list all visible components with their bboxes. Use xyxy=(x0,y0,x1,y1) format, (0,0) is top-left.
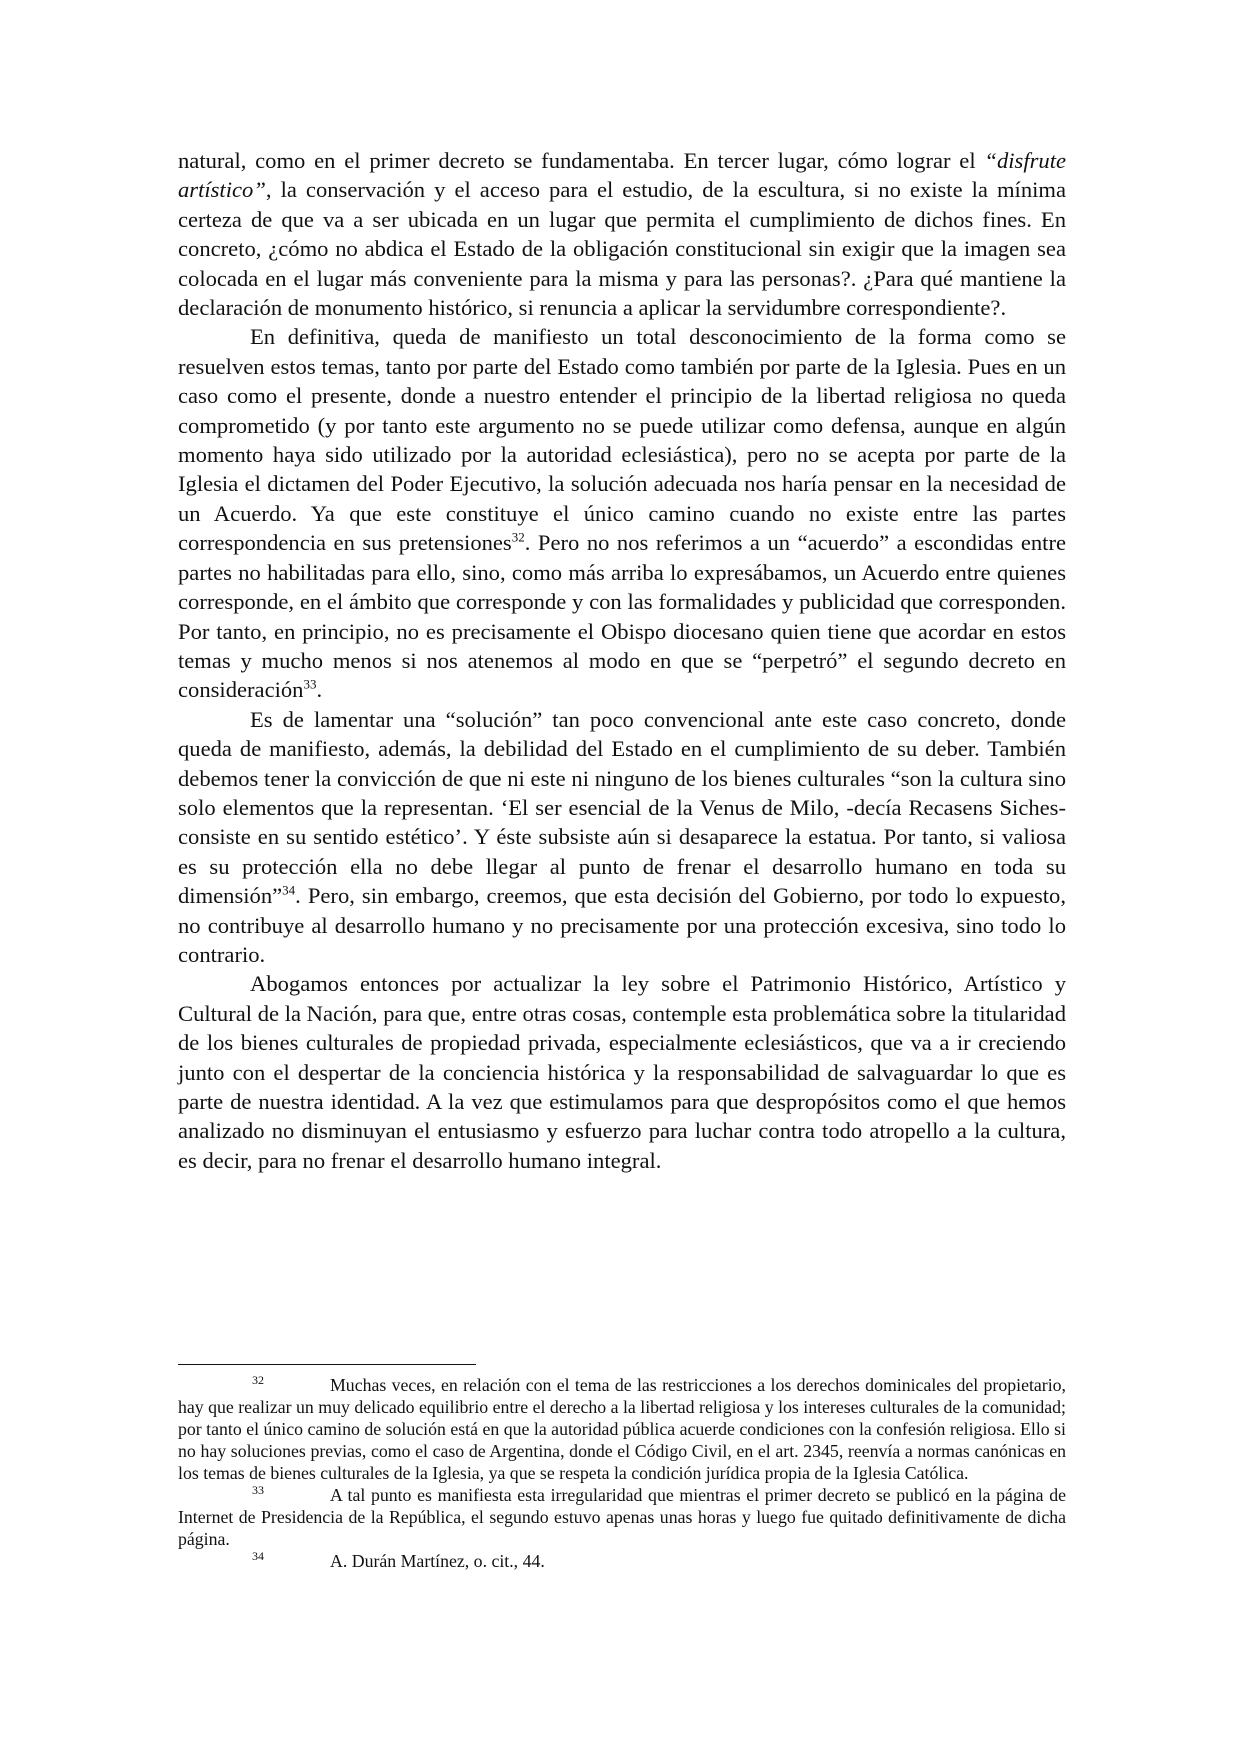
paragraph-3-text-b: . Pero, sin embargo, creemos, que esta decisión del Gobierno, por todo lo expuesto, no contribuye al desarrollo humano y no precisamente por una protección excesiva, sino todo lo contrario. xyxy=(178,883,1066,967)
footnote-ref-33[interactable]: 33 xyxy=(303,676,317,692)
footnote-32: 32 Muchas veces, en relación con el tema de las restricciones a los derechos dominicales del propietario, hay que realizar un muy delicado equilibrio entre el derecho a la libertad religiosa y los intereses culturales de la comunidad; por tanto el único camino de solución está en que la autoridad pública acuerde condiciones con la confesión religiosa. Ello si no hay soluciones previas, como el caso de Argentina, donde el Código Civil, en el art. 2345, reenvía a normas canónicas en los temas de bienes culturales de la Iglesia, ya que se respeta la condición jurídica propia de la Iglesia Católica. xyxy=(178,1373,1066,1483)
footnote-text: A. Durán Martínez, o. cit., 44. xyxy=(330,1551,545,1571)
footnotes xyxy=(178,1374,1066,1572)
main-text xyxy=(178,146,1066,1175)
footnote-ref-34[interactable]: 34 xyxy=(282,882,296,898)
paragraph-1-text-b: , la conservación y el acceso para el estudio, de la escultura, si no existe la mínima certeza de que va a ser ubicada en un lugar que permita el cumplimiento de dichos fines. En concreto, ¿cómo no abdica el Estado de la obligación constitucional sin exigir que la imagen sea colocada en el lugar más conveniente para la misma y para las personas?. ¿Para qué mantiene la declaración de monumento histórico, si renuncia a aplicar la servidumbre correspondiente?. xyxy=(178,177,1066,321)
paragraph-1-text-a: natural, como en el primer decreto se fundamentaba. En tercer lugar, cómo lograr el xyxy=(178,148,985,173)
paragraph-2 xyxy=(178,322,1066,704)
footnote-ref-32[interactable]: 32 xyxy=(511,529,525,545)
paragraph-1-emphasis: “disfrute artístico” xyxy=(178,148,1066,203)
paragraph-4: Abogamos entonces por actualizar la ley sobre el Patrimonio Histórico, Artístico y Cultural de la Nación, para que, entre otras cosas, contemple esta problemática sobre la titularidad de los bienes culturales de propiedad privada, especialmente eclesiásticos, que va a ir creciendo junto con el despertar de la conciencia histórica y la responsabilidad de salvaguardar lo que es parte de nuestra identidad. A la vez que estimulamos para que despropósitos como el que hemos analizado no disminuyan el entusiasmo y esfuerzo para luchar contra todo atropello a la cultura, es decir, para no frenar el desarrollo humano integral. xyxy=(178,971,1066,1173)
footnote-text: Muchas veces, en relación con el tema de las restricciones a los derechos dominicales del propietario, hay que realizar un muy delicado equilibrio entre el derecho a la libertad religiosa y los intereses culturales de la comunidad; por tanto el único camino de solución está en que la autoridad pública acuerde condiciones con la confesión religiosa. Ello si no hay soluciones previas, como el caso de Argentina, donde el Código Civil, en el art. 2345, reenvía a normas canónicas en los temas de bienes culturales de la Iglesia, ya que se respeta la condición jurídica propia de la Iglesia Católica. xyxy=(178,1375,1066,1483)
paragraph-1 xyxy=(178,146,1066,322)
paragraph-2-text-a: En definitiva, queda de manifiesto un total desconocimiento de la forma como se resuelven estos temas, tanto por parte del Estado como también por parte de la Iglesia. Pues en un caso como el presente, donde a nuestro entender el principio de la libertad religiosa no queda comprometido (y por tanto este argumento no se puede utilizar como defensa, aunque en algún momento haya sido utilizado por la autoridad eclesiástica), pero no se acepta por parte de la Iglesia el dictamen del Poder Ejecutivo, la solución adecuada nos haría pensar en la necesidad de un Acuerdo. Ya que este constituye el único camino cuando no existe entre las partes correspondencia en sus pretensiones xyxy=(178,324,1066,556)
footnote-33: 33 A tal punto es manifiesta esta irregularidad que mientras el primer decreto se publicó en la página de Internet de Presidencia de la República, el segundo estuvo apenas unas horas y luego fue quitado definitivamente de dicha página. xyxy=(178,1483,1066,1549)
paragraph-2-text-c: . xyxy=(316,677,323,703)
footnote-text: A tal punto es manifiesta esta irregularidad que mientras el primer decreto se publicó en la página de Internet de Presidencia de la República, el segundo estuvo apenas unas horas y luego fue quitado definitivamente de dicha página. xyxy=(178,1485,1066,1549)
paragraph-3-text-a: Es de lamentar una “solución” tan poco convencional ante este caso concreto, donde queda de manifiesto, además, la debilidad del Estado en el cumplimiento de su deber. También debemos tener la convicción de que ni este ni ninguno de los bienes culturales “son la cultura sino solo elementos que la representan. ‘El ser esencial de la Venus de Milo, -decía Recasens Siches- consiste en su sentido estético’. Y éste subsiste aún si desaparece la estatua. Por tanto, si valiosa es su protección ella no debe llegar al punto de frenar el desarrollo humano en toda su dimensión” xyxy=(178,706,1066,909)
paragraph-2-text-b: . Pero no nos referimos a un “acuerdo” a escondidas entre partes no habilitadas para ello, sino, como más arriba lo expresábamos, un Acuerdo entre quienes corresponde, en el ámbito que corresponde y con las formalidades y publicidad que corresponden. Por tanto, en principio, no es precisamente el Obispo diocesano quien tiene que acordar en estos temas y mucho menos si nos atenemos al modo en que se “perpetró” el segundo decreto en consideración xyxy=(178,530,1066,703)
footnote-separator xyxy=(178,1364,476,1365)
paragraph-3 xyxy=(178,705,1066,970)
footnote-34: 34 A. Durán Martínez, o. cit., 44. xyxy=(252,1549,545,1571)
